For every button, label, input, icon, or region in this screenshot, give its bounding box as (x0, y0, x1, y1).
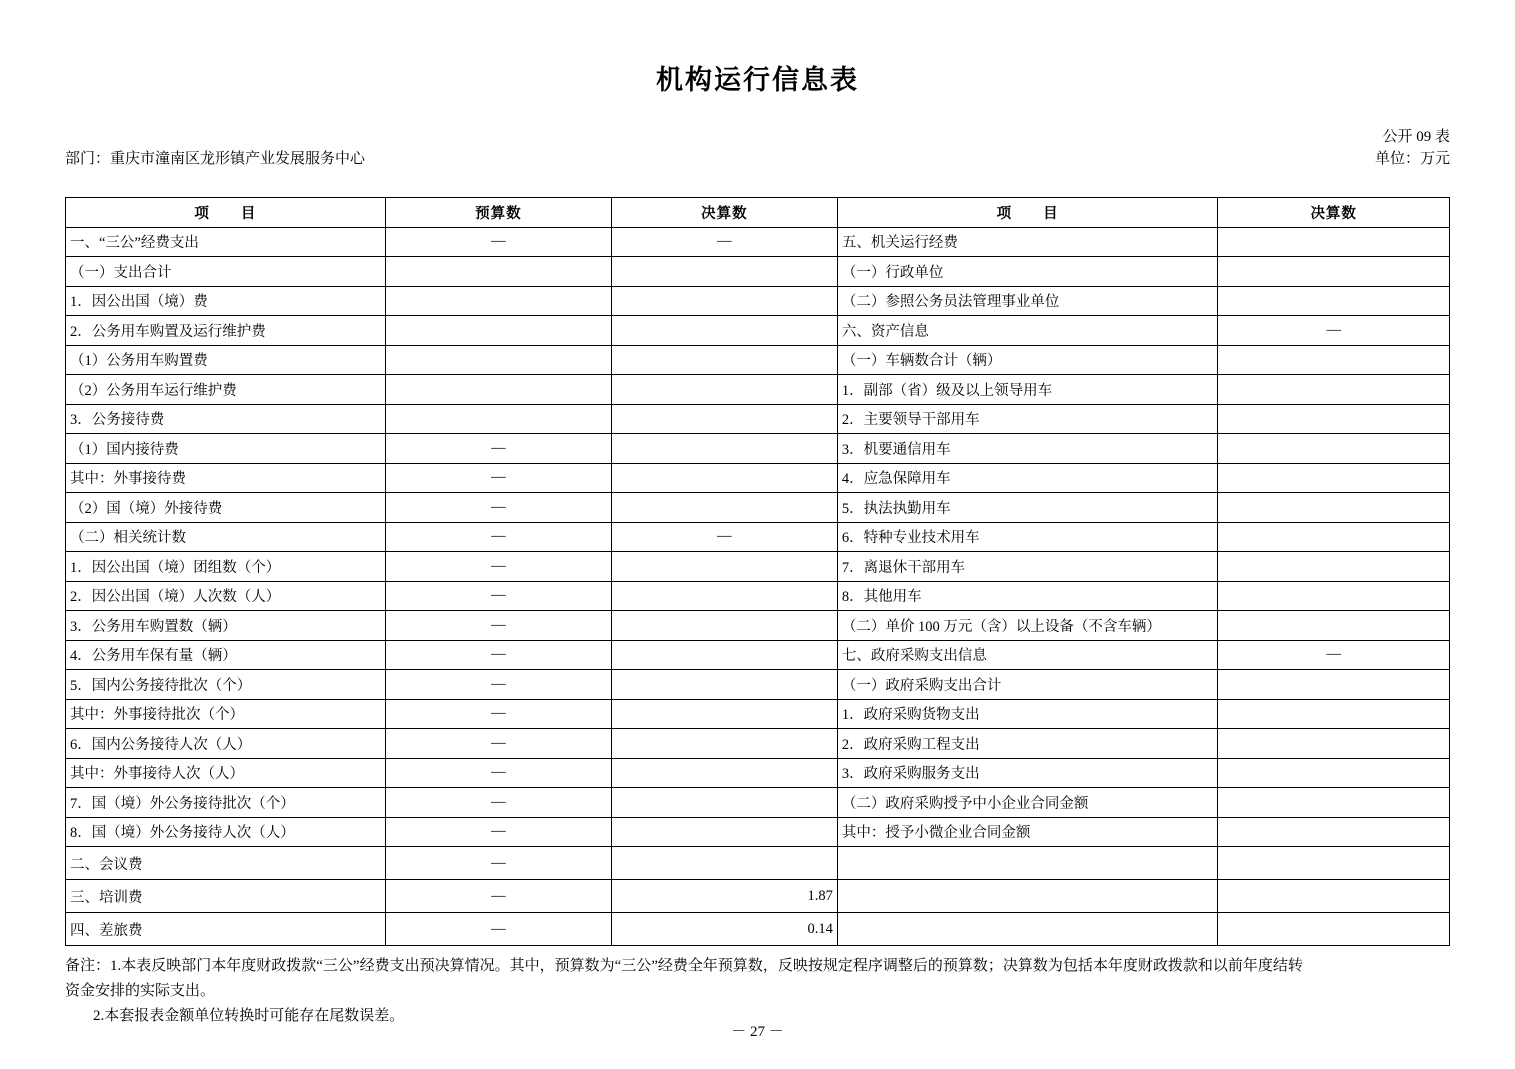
page-number: － 27 － (731, 1024, 784, 1040)
row-left-label: 2．公务用车购置及运行维护费 (66, 316, 386, 346)
meta-row (65, 97, 1450, 167)
row-right-final-value (1218, 434, 1450, 464)
row-right-label: （二）参照公务员法管理事业单位 (837, 286, 1217, 316)
row-left-label: 1．因公出国（境）费 (66, 286, 386, 316)
row-left-label: （1）国内接待费 (66, 434, 386, 464)
row-final-value (611, 404, 837, 434)
row-right-label (837, 847, 1217, 880)
row-right-final-value (1218, 286, 1450, 316)
row-final-value (611, 758, 837, 788)
table-row (66, 522, 1450, 552)
row-final-value (611, 670, 837, 700)
row-right-label: 七、政府采购支出信息 (837, 640, 1217, 670)
row-right-label: 1．政府采购货物支出 (837, 699, 1217, 729)
row-left-label: （1）公务用车购置费 (66, 345, 386, 375)
row-right-label: （一）行政单位 (837, 257, 1217, 287)
row-right-final-value (1218, 913, 1450, 946)
row-right-label: 2．政府采购工程支出 (837, 729, 1217, 759)
header-left-item: 项 目 (66, 198, 386, 228)
table-row (66, 552, 1450, 582)
table-row (66, 758, 1450, 788)
row-right-label: 6．特种专业技术用车 (837, 522, 1217, 552)
row-final-value (611, 345, 837, 375)
row-right-final-value (1218, 729, 1450, 759)
row-final-value (611, 611, 837, 641)
table-row (66, 404, 1450, 434)
table-row (66, 316, 1450, 346)
row-right-final-value (1218, 552, 1450, 582)
row-right-final-value (1218, 345, 1450, 375)
table-row (66, 817, 1450, 847)
table-row (66, 847, 1450, 880)
row-right-label: 8．其他用车 (837, 581, 1217, 611)
row-final-value: 0.14 (611, 913, 837, 946)
row-left-label: （2）国（境）外接待费 (66, 493, 386, 523)
row-budget-value: — (385, 552, 611, 582)
row-final-value (611, 729, 837, 759)
row-left-label: 三、培训费 (66, 880, 386, 913)
row-right-final-value (1218, 880, 1450, 913)
row-left-label: 二、会议费 (66, 847, 386, 880)
row-right-label: 3．政府采购服务支出 (837, 758, 1217, 788)
table-row (66, 434, 1450, 464)
row-right-label: 1．副部（省）级及以上领导用车 (837, 375, 1217, 405)
table-row (66, 640, 1450, 670)
table-row (66, 581, 1450, 611)
form-code: 公开 09 表 (1382, 129, 1450, 145)
row-right-label: 六、资产信息 (837, 316, 1217, 346)
row-budget-value: — (385, 788, 611, 818)
row-left-label: 7．国（境）外公务接待批次（个） (66, 788, 386, 818)
row-right-final-value (1218, 463, 1450, 493)
row-right-final-value (1218, 375, 1450, 405)
row-left-label: 一、“三公”经费支出 (66, 227, 386, 257)
row-final-value (611, 640, 837, 670)
row-right-final-value: — (1218, 640, 1450, 670)
row-left-label: （一）支出合计 (66, 257, 386, 287)
row-budget-value: — (385, 434, 611, 464)
row-budget-value: — (385, 227, 611, 257)
row-final-value (611, 375, 837, 405)
row-right-final-value (1218, 257, 1450, 287)
row-right-label (837, 913, 1217, 946)
table-row (66, 913, 1450, 946)
row-budget-value: — (385, 493, 611, 523)
row-right-final-value: — (1218, 316, 1450, 346)
table-row (66, 699, 1450, 729)
row-left-label: （二）相关统计数 (66, 522, 386, 552)
row-right-final-value (1218, 227, 1450, 257)
row-right-label: 2．主要领导干部用车 (837, 404, 1217, 434)
row-left-label: 8．国（境）外公务接待人次（人） (66, 817, 386, 847)
row-left-label: 2．因公出国（境）人次数（人） (66, 581, 386, 611)
row-right-final-value (1218, 493, 1450, 523)
row-right-final-value (1218, 788, 1450, 818)
row-right-label: 7．离退休干部用车 (837, 552, 1217, 582)
row-left-label: 3．公务接待费 (66, 404, 386, 434)
row-right-label: 其中：授予小微企业合同金额 (837, 817, 1217, 847)
note-line-3: 2.本套报表金额单位转换时可能存在尾数误差。 (93, 1008, 405, 1024)
row-budget-value: — (385, 847, 611, 880)
table-row (66, 729, 1450, 759)
row-right-label: 5．执法执勤用车 (837, 493, 1217, 523)
row-budget-value: — (385, 522, 611, 552)
row-final-value: — (611, 227, 837, 257)
row-budget-value: — (385, 670, 611, 700)
row-right-final-value (1218, 847, 1450, 880)
table-header-row (66, 198, 1450, 228)
row-right-label: 五、机关运行经费 (837, 227, 1217, 257)
table-row (66, 880, 1450, 913)
row-budget-value (385, 404, 611, 434)
header-right-final: 决算数 (1218, 198, 1450, 228)
row-budget-value: — (385, 758, 611, 788)
row-budget-value (385, 375, 611, 405)
row-final-value: 1.87 (611, 880, 837, 913)
table-row (66, 286, 1450, 316)
row-left-label: 其中：外事接待费 (66, 463, 386, 493)
row-final-value (611, 316, 837, 346)
unit-label: 单位：万元 (1374, 151, 1450, 167)
institution-operation-table (65, 197, 1450, 946)
header-budget: 预算数 (385, 198, 611, 228)
note-line-2: 资金安排的实际支出。 (65, 983, 216, 999)
note-line-1: 备注：1.本表反映部门本年度财政拨款“三公”经费支出预决算情况。其中，预算数为“三公”经费全年预算数，反映按规定程序调整后的预算数；决算数为包括本年度财政拨款和以前年度结转 (65, 958, 1303, 974)
row-final-value (611, 847, 837, 880)
row-right-final-value (1218, 581, 1450, 611)
table-row (66, 463, 1450, 493)
row-budget-value: — (385, 729, 611, 759)
row-final-value (611, 552, 837, 582)
row-budget-value: — (385, 640, 611, 670)
row-left-label: 1．因公出国（境）团组数（个） (66, 552, 386, 582)
row-final-value (611, 817, 837, 847)
row-right-final-value (1218, 758, 1450, 788)
table-row (66, 670, 1450, 700)
row-right-label: （一）政府采购支出合计 (837, 670, 1217, 700)
table-row (66, 227, 1450, 257)
row-right-final-value (1218, 817, 1450, 847)
row-right-final-value (1218, 404, 1450, 434)
table-row (66, 345, 1450, 375)
page-title: 机构运行信息表 (656, 65, 859, 95)
row-budget-value: — (385, 699, 611, 729)
row-right-final-value (1218, 699, 1450, 729)
row-final-value (611, 493, 837, 523)
row-left-label: （2）公务用车运行维护费 (66, 375, 386, 405)
row-budget-value: — (385, 581, 611, 611)
notes-block (65, 954, 1450, 1029)
row-final-value (611, 286, 837, 316)
row-left-label: 四、差旅费 (66, 913, 386, 946)
row-right-label: （二）单价 100 万元（含）以上设备（不含车辆） (837, 611, 1217, 641)
row-right-label (837, 880, 1217, 913)
row-right-final-value (1218, 611, 1450, 641)
row-budget-value: — (385, 817, 611, 847)
table-row (66, 493, 1450, 523)
row-left-label: 3．公务用车购置数（辆） (66, 611, 386, 641)
table-body (66, 227, 1450, 946)
row-left-label: 5．国内公务接待批次（个） (66, 670, 386, 700)
row-left-label: 其中：外事接待人次（人） (66, 758, 386, 788)
table-row (66, 788, 1450, 818)
row-right-final-value (1218, 670, 1450, 700)
row-budget-value (385, 257, 611, 287)
row-left-label: 其中：外事接待批次（个） (66, 699, 386, 729)
row-budget-value: — (385, 913, 611, 946)
row-final-value (611, 581, 837, 611)
row-budget-value: — (385, 463, 611, 493)
table-container (65, 119, 1450, 946)
row-budget-value: — (385, 611, 611, 641)
row-budget-value (385, 286, 611, 316)
table-row (66, 375, 1450, 405)
row-final-value (611, 434, 837, 464)
row-final-value (611, 463, 837, 493)
row-final-value (611, 257, 837, 287)
row-final-value: — (611, 522, 837, 552)
header-final: 决算数 (611, 198, 837, 228)
row-budget-value (385, 345, 611, 375)
row-final-value (611, 699, 837, 729)
row-right-label: 4．应急保障用车 (837, 463, 1217, 493)
table-row (66, 611, 1450, 641)
row-final-value (611, 788, 837, 818)
row-budget-value: — (385, 880, 611, 913)
row-right-label: 3．机要通信用车 (837, 434, 1217, 464)
row-left-label: 6．国内公务接待人次（人） (66, 729, 386, 759)
row-right-label: （二）政府采购授予中小企业合同金额 (837, 788, 1217, 818)
header-right-item: 项 目 (837, 198, 1217, 228)
row-right-final-value (1218, 522, 1450, 552)
table-row (66, 257, 1450, 287)
row-right-label: （一）车辆数合计（辆） (837, 345, 1217, 375)
row-left-label: 4．公务用车保有量（辆） (66, 640, 386, 670)
department-label: 部门：重庆市潼南区龙形镇产业发展服务中心 (65, 151, 366, 167)
row-budget-value (385, 316, 611, 346)
